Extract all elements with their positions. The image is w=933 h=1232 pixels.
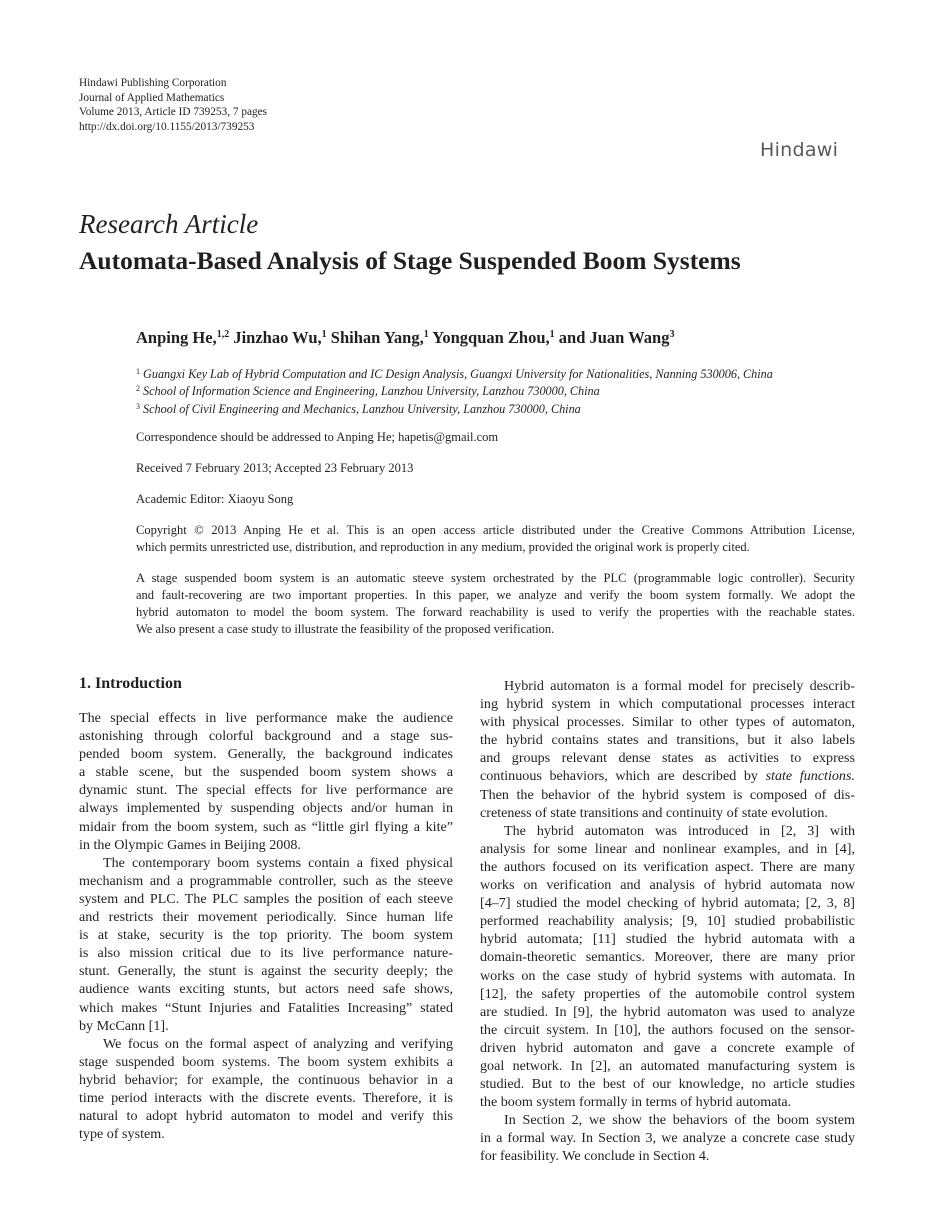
right-column <box>480 677 855 1166</box>
abstract-line: A stage suspended boom system is an automatic steeve system orchestrated by the PLC (programmable logic controller). Security <box>136 571 855 585</box>
copyright-line: Copyright © 2013 Anping He et al. This is an open access article distributed under the Creative Commons Attribution License, <box>136 523 855 537</box>
abstract-line: We also present a case study to illustrate the feasibility of the proposed verification. <box>136 622 555 636</box>
body-line: by McCann [1]. <box>79 1017 169 1034</box>
abstract-line: hybrid automaton to model the boom system. The forward reachability is used to verify the properties with the reachable states. <box>136 605 855 619</box>
body-line: performed reachability analysis; [9, 10] studied probabilistic <box>480 913 855 930</box>
body-line: studied. But to the best of our knowledge, no article studies <box>480 1076 855 1093</box>
body-line: time period interacts with the discrete events. Therefore, it is <box>79 1089 453 1106</box>
author-name: Jinzhao Wu, <box>233 328 322 347</box>
hindawi-logo: Hindawi <box>760 139 839 161</box>
affiliation-text: School of Civil Engineering and Mechanics, Lanzhou University, Lanzhou 730000, China <box>143 401 581 416</box>
copyright-notice <box>136 522 855 556</box>
affiliation-number: 1 <box>136 367 140 376</box>
affiliation <box>136 383 773 400</box>
body-line: hybrid behavior; for example, the continuous behavior in a <box>79 1071 453 1088</box>
affiliation-text: Guangxi Key Lab of Hybrid Computation and IC Design Analysis, Guangxi University for Nationalities, Nanning 530006, China <box>143 367 773 381</box>
received-dates: Received 7 February 2013; Accepted 23 February 2013 <box>136 461 414 475</box>
body-line: creteness of state transitions and continuity of state evolution. <box>480 804 828 821</box>
section-heading: 1. Introduction <box>79 675 182 692</box>
body-line: pended boom system. Generally, the background indicates <box>79 746 453 763</box>
affiliation-number: 3 <box>136 401 140 411</box>
emphasis-text: state functions. <box>765 768 855 785</box>
author-affiliation-mark: 1 <box>423 329 429 340</box>
body-line: and restricts their movement periodically. Since human life <box>79 909 453 926</box>
volume-info: Volume 2013, Article ID 739253, 7 pages <box>79 106 268 119</box>
body-line: always implemented by suspending objects and/or human in <box>79 800 453 817</box>
affiliation-list <box>136 366 773 418</box>
body-line: audience wants exciting stunts, but actors need safe shows, <box>79 981 453 998</box>
body-line: and groups relevant dense states as activities to express <box>480 750 855 767</box>
author-name: Yongquan Zhou, <box>432 328 550 347</box>
body-line: We focus on the formal aspect of analyzing and verifying <box>103 1035 453 1052</box>
body-line: is also mission critical due to its live performance nature- <box>79 945 453 962</box>
publisher-name: Hindawi Publishing Corporation <box>79 77 227 89</box>
author-name: Shihan Yang, <box>330 328 424 347</box>
affiliation <box>136 366 773 383</box>
body-line: system and PLC. The PLC samples the position of each steeve <box>79 890 453 907</box>
body-line: driven hybrid automaton and gave a concrete example of <box>480 1039 855 1056</box>
affiliation-number: 2 <box>136 384 140 394</box>
body-line: The hybrid automaton was introduced in [2, 3] with <box>504 822 855 839</box>
body-line: the circuit system. In [10], the authors focused on the sensor- <box>480 1021 855 1038</box>
body-line: The special effects in live performance make the audience <box>79 710 453 726</box>
body-line: astonishing through colorful background and a stage sus- <box>79 728 453 745</box>
affiliation-text: School of Information Science and Engineering, Lanzhou University, Lanzhou 730000, China <box>143 384 600 399</box>
body-line: Then the behavior of the hybrid system is composed of dis- <box>480 786 855 803</box>
body-line: midair from the boom system, such as “little girl flying a kite” <box>79 818 453 835</box>
body-line: analysis for some linear and nonlinear examples, and in [4], <box>480 840 855 857</box>
body-line: dynamic stunt. The special effects for live performance are <box>79 782 453 799</box>
author-affiliation-mark: 1 <box>549 329 555 340</box>
body-line: is at stake, security is the top priority. The boom system <box>79 927 453 944</box>
body-line: for feasibility. We conclude in Section 4. <box>480 1148 710 1165</box>
article-type: Research Article <box>79 209 259 239</box>
body-line: stunt. Generally, the stunt is against the security deeply; the <box>79 963 453 980</box>
body-line: works on verification and analysis of hybrid automata now <box>480 877 855 894</box>
body-line <box>480 767 855 785</box>
body-line: are studied. In [9], the hybrid automaton was used to analyze <box>480 1003 855 1020</box>
publication-info <box>79 76 267 134</box>
body-line: natural to adopt hybrid automaton to model and verify this <box>79 1108 453 1125</box>
correspondence: Correspondence should be addressed to Anping He; hapetis@gmail.com <box>136 430 499 444</box>
body-line: [12], the safety properties of the automobile control system <box>480 985 855 1002</box>
body-line: [4–7] studied the model checking of hybrid automata; [2, 3, 8] <box>480 895 855 912</box>
copyright-line: which permits unrestricted use, distribution, and reproduction in any medium, provided the original work is properly cited. <box>136 540 750 554</box>
abstract <box>136 570 855 638</box>
body-line: which makes “Stunt Injuries and Fatalities Increasing” stated <box>79 999 453 1016</box>
author-affiliation-mark: 1,2 <box>216 329 230 340</box>
body-line: a stable scene, but the suspended boom system shows a <box>79 764 453 781</box>
body-line: goal network. In [2], an automated manufacturing system is <box>480 1057 855 1074</box>
body-line: the authors focused on its verification aspect. There are many <box>480 858 855 875</box>
author-affiliation-mark: 1 <box>321 329 327 340</box>
body-text: continuous behaviors, which are described by <box>480 768 766 785</box>
left-column <box>79 709 453 1143</box>
body-line: mechanism and a programmable controller, such as the steeve <box>79 872 453 889</box>
body-line: Hybrid automaton is a formal model for precisely describ- <box>504 678 855 694</box>
body-line: type of system. <box>79 1126 165 1143</box>
body-line: in the Olympic Games in Beijing 2008. <box>79 836 301 853</box>
author-name: Anping He, <box>136 328 217 347</box>
body-line: The contemporary boom systems contain a fixed physical <box>103 854 453 871</box>
body-line: In Section 2, we show the behaviors of the boom system <box>504 1112 855 1129</box>
body-line: the hybrid contains states and transitions, but it also labels <box>480 732 855 749</box>
article-title: Automata-Based Analysis of Stage Suspended Boom Systems <box>79 246 741 275</box>
body-line: domain-theoretic semantics. Moreover, there are many prior <box>480 949 855 966</box>
academic-editor: Academic Editor: Xiaoyu Song <box>136 492 294 506</box>
affiliation <box>136 401 773 418</box>
body-line: with physical processes. Similar to other types of automaton, <box>480 714 855 731</box>
body-line: hybrid automata; [11] studied the hybrid automata with a <box>480 931 855 948</box>
author-affiliation-mark: 3 <box>669 329 675 340</box>
journal-name: Journal of Applied Mathematics <box>79 91 225 104</box>
author-name: and Juan Wang <box>558 328 670 347</box>
body-line: ing hybrid system in which computational processes interact <box>480 696 855 713</box>
body-line: in a formal way. In Section 3, we analyze a concrete case study <box>480 1130 855 1147</box>
body-line: the boom system formally in terms of hybrid automata. <box>480 1094 792 1111</box>
author-list <box>136 328 674 348</box>
abstract-line: and fault-recovering are two important properties. In this paper, we analyze and verify the boom system formally. We adopt the <box>136 588 855 602</box>
body-line: stage suspended boom systems. The boom system exhibits a <box>79 1053 453 1070</box>
body-line: works on the case study of hybrid systems with automata. In <box>480 967 855 984</box>
doi-link[interactable]: http://dx.doi.org/10.1155/2013/739253 <box>79 120 255 133</box>
